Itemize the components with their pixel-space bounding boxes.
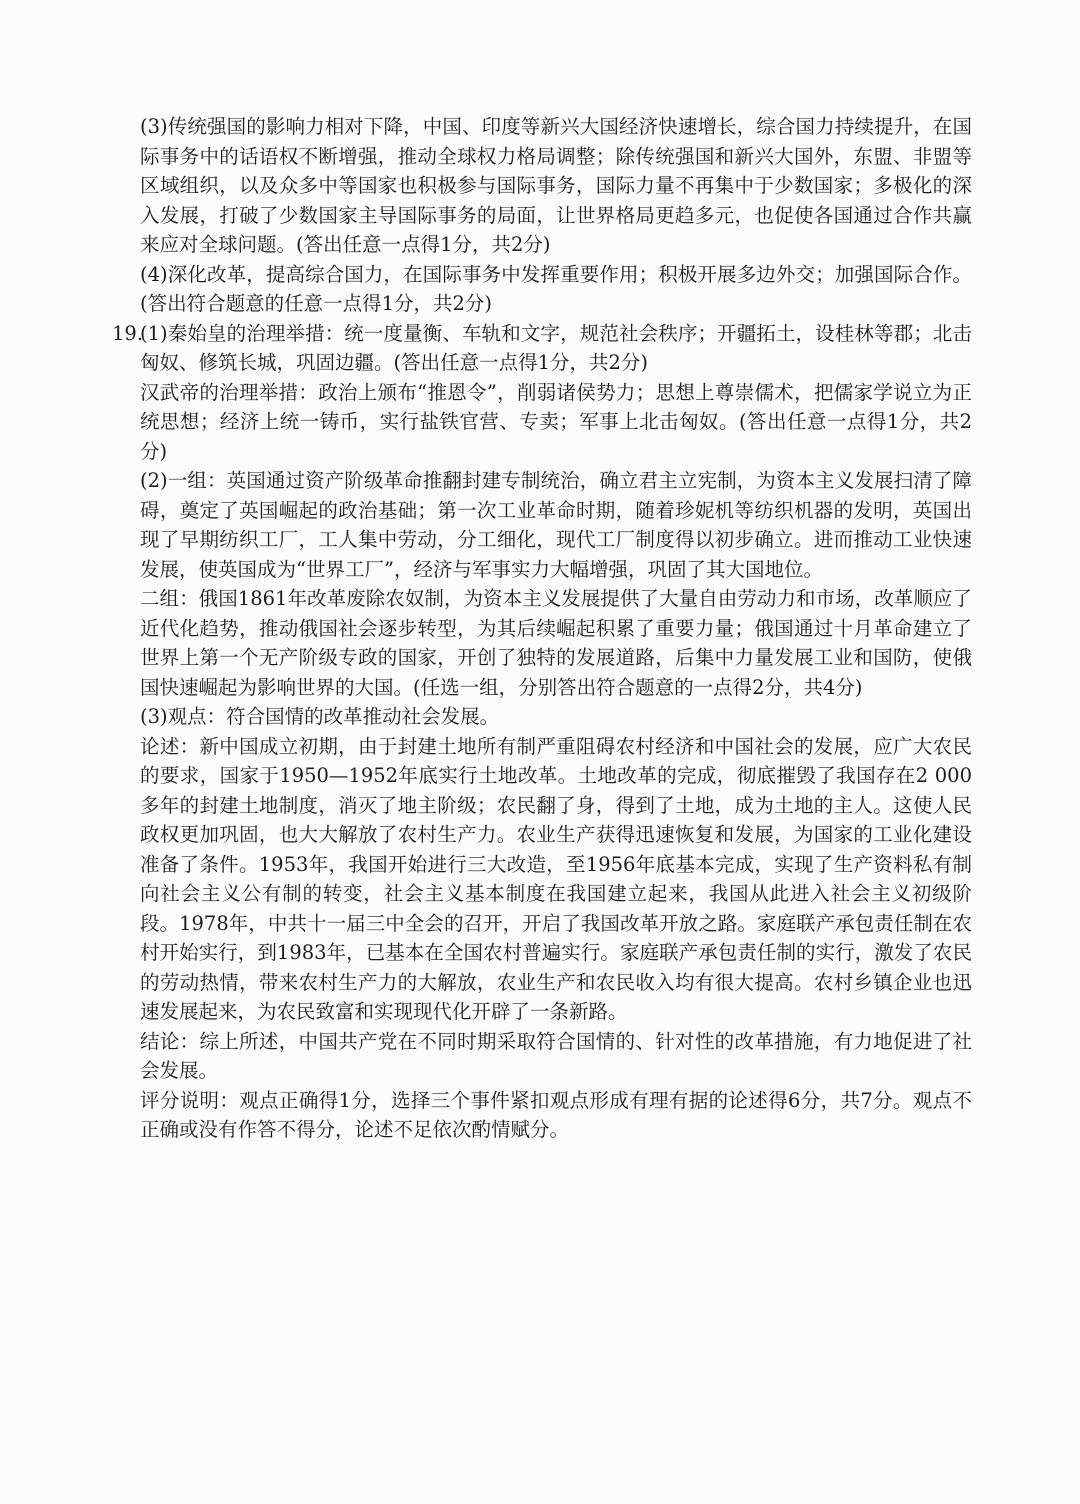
q19-part3-argument: 论述：新中国成立初期，由于封建土地所有制严重阻碍农村经济和中国社会的发展，应广大农民的要求，国家于1950—1952年底实行土地改革。土地改革的完成，彻底摧毁了我国存在2 000多年的封建土地制度，消灭了地主阶级；农民翻了身，得到了土地，成为土地的主人。这使人民政权更加巩固，也大大解放了农村生产力。农业生产获得迅速恢复和发展，为国家的工业化建设准备了条件。1953年，我国开始进行三大改造，至1956年底基本完成，实现了生产资料私有制向社会主义公有制的转变，社会主义基本制度在我国建立起来，我国从此进入社会主义初级阶段。1978年，中共十一届三中全会的召开，开启了我国改革开放之路。家庭联产承包责任制在农村开始实行，到1983年，已基本在全国农村普遍实行。家庭联产承包责任制的实行，激发了农民的劳动热情，带来农村生产力的大解放，农业生产和农民收入均有很大提高。农村乡镇企业也迅速发展起来，为农民致富和实现现代化开辟了一条新路。 (140, 734, 972, 1023)
q19-part1-qin: (1)秦始皇的治理举措：统一度量衡、车轨和文字，规范社会秩序；开疆拓土，设桂林等郡；北击匈奴、修筑长城，巩固边疆。(答出任意一点得1分，共2分) (140, 321, 972, 374)
q19-part3-view: (3)观点：符合国情的改革推动社会发展。 (140, 705, 500, 728)
answer-content (112, 112, 972, 1145)
q18-part3: (3)传统强国的影响力相对下降，中国、印度等新兴大国经济快速增长，综合国力持续提升，在国际事务中的话语权不断增强，推动全球权力格局调整；除传统强国和新兴大国外，东盟、非盟等区域组织，以及众多中等国家也积极参与国际事务，国际力量不再集中于少数国家；多极化的深入发展，打破了少数国家主导国际事务的局面，让世界格局更趋多元，也促使各国通过合作共赢来应对全球问题。(答出任意一点得1分，共2分) (140, 115, 972, 256)
q19-block (112, 319, 972, 378)
q19-part3-conclusion: 结论：综上所述，中国共产党在不同时期采取符合国情的、针对性的改革措施，有力地促进了社会发展。 (140, 1029, 972, 1082)
q19-part1-han: 汉武帝的治理举措：政治上颁布“推恩令”，削弱诸侯势力；思想上尊崇儒术，把儒家学说立为正统思想；经济上统一铸币，实行盐铁官营、专卖；军事上北击匈奴。(答出任意一点得1分，共2分) (140, 380, 972, 463)
q18-part4: (4)深化改革，提高综合国力，在国际事务中发挥重要作用；积极开展多边外交；加强国际合作。(答出符合题意的任意一点得1分，共2分) (140, 262, 972, 315)
question-number: 19. (112, 321, 144, 345)
q19-part2-group1: (2)一组：英国通过资产阶级革命推翻封建专制统治，确立君主立宪制，为资本主义发展扫清了障碍，奠定了英国崛起的政治基础；第一次工业革命时期，随着珍妮机等纺织机器的发明，英国出现了早期纺织工厂，工人集中劳动，分工细化，现代工厂制度得以初步确立。进而推动工业快速发展，使英国成为“世界工厂”，经济与军事实力大幅增强，巩固了其大国地位。 (140, 469, 972, 581)
q19-part2-group2: 二组：俄国1861年改革废除农奴制，为资本主义发展提供了大量自由劳动力和市场，改革顺应了近代化趋势，推动俄国社会逐步转型，为其后续崛起积累了重要力量；俄国通过十月革命建立了世界上第一个无产阶级专政的国家，开创了独特的发展道路，后集中力量发展工业和国防，使俄国快速崛起为影响世界的大国。(任选一组，分别答出符合题意的一点得2分，共4分) (140, 587, 972, 699)
q19-part3-scoring: 评分说明：观点正确得1分，选择三个事件紧扣观点形成有理有据的论述得6分，共7分。观点不正确或没有作答不得分，论述不足依次酌情赋分。 (140, 1088, 972, 1141)
